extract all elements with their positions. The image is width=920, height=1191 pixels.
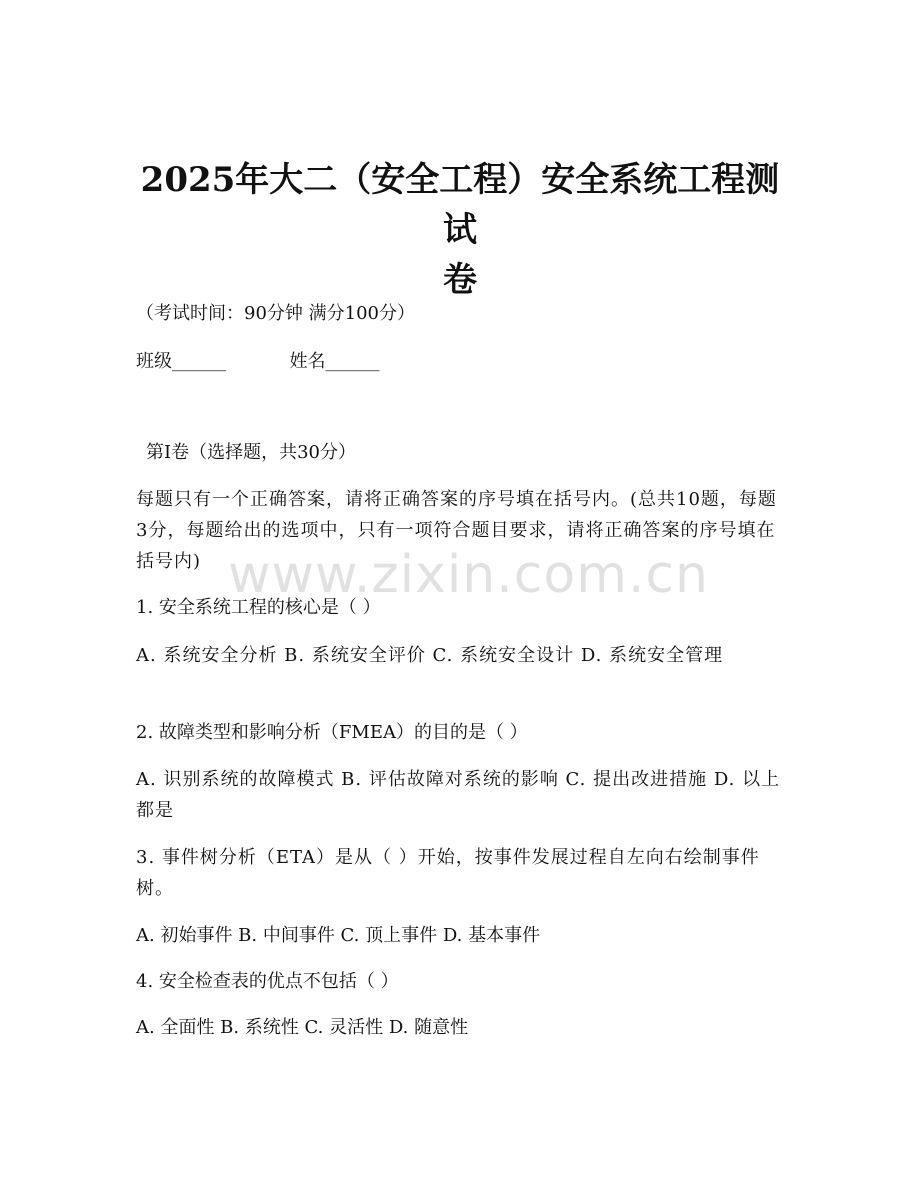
section-header: 第I卷（选择题，共30分） bbox=[146, 442, 357, 463]
question-1-stem: 1. 安全系统工程的核心是（ ） bbox=[136, 597, 381, 618]
title-line-1: 2025年大二（安全工程）安全系统工程测试 bbox=[140, 160, 780, 250]
student-info-row bbox=[136, 346, 786, 377]
instructions-paragraph: 每题只有一个正确答案，请将正确答案的序号填在括号内。(总共10题，每题3分，每题给出的选项中，只有一项符合题目要求，请将正确答案的序号填在括号内) bbox=[136, 489, 777, 572]
question-4-stem: 4. 安全检查表的优点不包括（ ） bbox=[136, 971, 399, 992]
class-field: 班级______ bbox=[136, 351, 226, 372]
question-2-stem: 2. 故障类型和影响分析（FMEA）的目的是（ ） bbox=[136, 722, 528, 743]
question-2-options: A. 识别系统的故障模式 B. 评估故障对系统的影响 C. 提出改进措施 D. 以上都是 bbox=[136, 769, 781, 821]
question-3-options: A. 初始事件 B. 中间事件 C. 顶上事件 D. 基本事件 bbox=[136, 925, 541, 946]
name-field: 姓名______ bbox=[289, 351, 380, 372]
watermark: www.zixin.com.cn bbox=[228, 545, 709, 605]
exam-info: （考试时间：90分钟 满分100分） bbox=[136, 303, 415, 324]
question-4-options: A. 全面性 B. 系统性 C. 灵活性 D. 随意性 bbox=[136, 1017, 469, 1038]
title-line-2: 卷 bbox=[443, 260, 477, 300]
question-3-stem: 3. 事件树分析（ETA）是从（ ）开始，按事件发展过程自左向右绘制事件树。 bbox=[136, 847, 760, 899]
document-title bbox=[130, 155, 790, 305]
question-1-options: A. 系统安全分析 B. 系统安全评价 C. 系统安全设计 D. 系统安全管理 bbox=[136, 645, 724, 666]
